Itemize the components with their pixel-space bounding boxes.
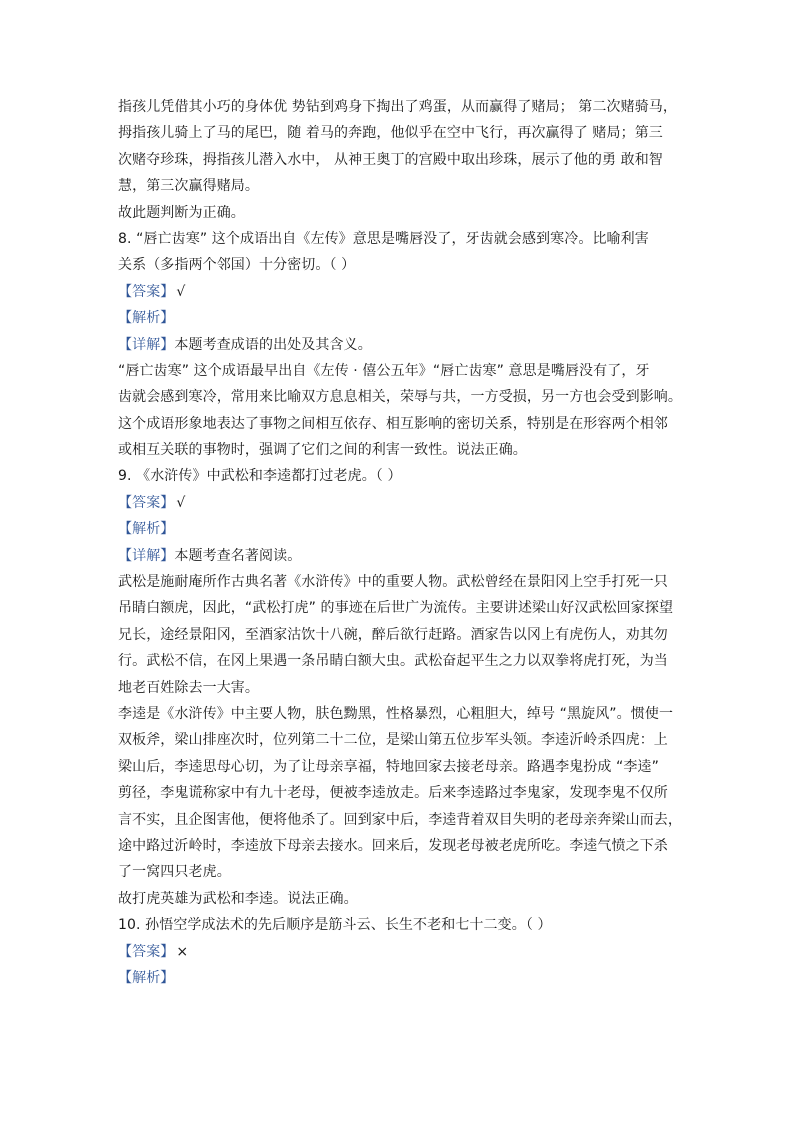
text-line: 拇指孩儿骑上了马的尾巴，随 着马的奔跑，他似乎在空中飞行，再次赢得了 赌局；第三	[118, 125, 663, 142]
explanation-line: 吊睛白额虎，因此，“武松打虎” 的事迹在后世广为流传。主要讲述梁山好汉武松回家探望	[118, 600, 674, 617]
analysis-label: 【解析】	[118, 521, 175, 538]
detail-label: 【详解】	[118, 336, 175, 353]
explanation-line: 言不实，且企图害他，便将他杀了。回到家中后，李逵背着双目失明的老母亲奔梁山而去，	[118, 811, 682, 828]
question-10-line: 10. 孙悟空学成法术的先后顺序是筋斗云、长生不老和七十二变。（ ）	[118, 917, 552, 934]
cross-mark-icon: ×	[176, 943, 189, 960]
explanation-line: 这个成语形象地表达了事物之间相互依存、相互影响的密切关系，特别是在形容两个相邻	[118, 415, 668, 432]
answer-row-q9	[118, 490, 678, 516]
answer-row-q10	[118, 939, 678, 965]
explanation-line: 剪径，李鬼谎称家中有九十老母，便被李逵放走。后来李逵路过李鬼家，发现李鬼不仅所	[118, 785, 668, 802]
explanation-line: 武松是施耐庵所作古典名著《水浒传》中的重要人物。武松曾经在景阳冈上空手打死一只	[118, 574, 668, 591]
analysis-row-q8	[118, 305, 678, 331]
explanation-line: 途中路过沂岭时，李逵放下母亲去接水。回来后，发现老母被老虎所吃。李逵气愤之下杀	[118, 837, 668, 854]
text-line: 指孩儿凭借其小巧的身体优 势钻到鸡身下掏出了鸡蛋，从而赢得了赌局； 第二次赌骑马，	[118, 99, 677, 115]
question-8-line: 8. “唇亡齿寒” 这个成语出自《左传》意思是嘴唇没了，牙齿就会感到寒冷。比喻利害	[118, 230, 649, 247]
explanation-line: 兄长，途经景阳冈，至酒家沽饮十八碗，醉后欲行赶路。酒家告以冈上有虎伤人，劝其勿	[118, 626, 668, 643]
explanation-line: 梁山后，李逵思母心切，为了让母亲享福，特地回家去接老母亲。路遇李鬼扮成 “李逵”	[118, 758, 659, 775]
answer-label: 【答案】	[118, 943, 175, 960]
explanation-line: 双板斧，梁山排座次时，位列第二十二位，是梁山第五位步军头领。李逵沂岭杀四虎：上	[118, 732, 668, 749]
analysis-row-q10	[118, 965, 678, 991]
answer-label: 【答案】	[118, 283, 175, 300]
analysis-label: 【解析】	[118, 969, 175, 986]
question-8-line: 关系（多指两个邻国）十分密切。（ ）	[118, 257, 356, 274]
detail-text: 本题考查名著阅读。	[174, 547, 302, 564]
text-line: 慧，第三次赢得赌局。	[118, 178, 259, 195]
explanation-line: 了一窝四只老虎。	[118, 864, 231, 881]
answer-row-q8	[118, 279, 678, 305]
explanation-line: 行。武松不信，在冈上果遇一条吊睛白额大虫。武松奋起平生之力以双拳将虎打死，为当	[118, 653, 668, 670]
explanation-line: 或相互关联的事物时，强调了它们之间的利害一致性。说法正确。	[118, 442, 527, 459]
text-line: 次赌夺珍珠，拇指孩儿潜入水中， 从神王奥丁的宫殿中取出珍珠，展示了他的勇 敢和智	[118, 151, 663, 168]
detail-label: 【详解】	[118, 547, 175, 564]
answer-label: 【答案】	[118, 494, 175, 511]
conclusion-line: 故此题判断为正确。	[118, 204, 245, 221]
explanation-line: 李逵是《水浒传》中主要人物，肤色黝黑，性格暴烈，心粗胆大，绰号 “黑旋风”。惯使一	[118, 705, 674, 722]
detail-text: 本题考查成语的出处及其含义。	[174, 336, 372, 353]
document-body	[118, 94, 682, 991]
explanation-line: “唇亡齿寒” 这个成语最早出自《左传 · 僖公五年》“唇亡齿寒” 意思是嘴唇没有了，牙	[118, 362, 650, 379]
detail-row-q8	[118, 332, 678, 358]
analysis-row-q9	[118, 516, 678, 542]
check-mark-icon: √	[176, 494, 186, 511]
question-9-line: 9. 《水浒传》中武松和李逵都打过老虎。（ ）	[118, 468, 402, 485]
analysis-label: 【解析】	[118, 310, 175, 327]
detail-row-q9	[118, 543, 678, 569]
conclusion-line: 故打虎英雄为武松和李逵。说法正确。	[118, 890, 358, 907]
explanation-line: 齿就会感到寒冷，常用来比喻双方息息相关，荣辱与共，一方受损，另一方也会受到影响。	[118, 389, 682, 406]
explanation-line: 地老百姓除去一大害。	[118, 679, 259, 696]
check-mark-icon: √	[176, 283, 186, 300]
